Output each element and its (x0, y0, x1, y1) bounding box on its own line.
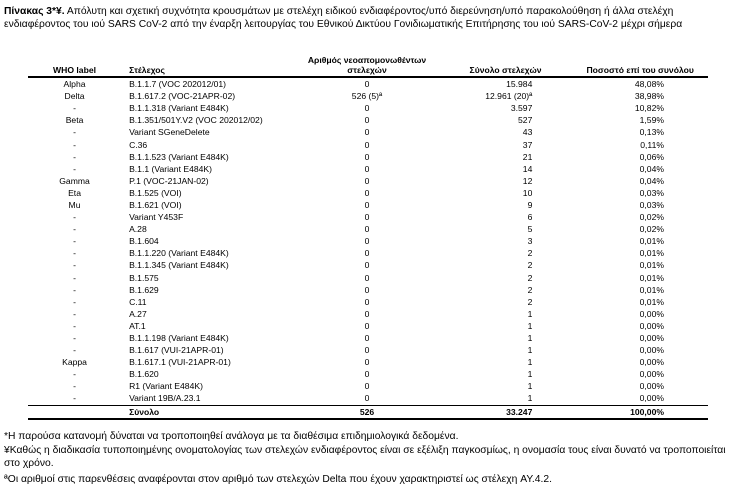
cell-strain: R1 (Variant E484K) (129, 381, 203, 392)
cell-imported: 0 (364, 272, 370, 283)
cell-percentage: 0,02% (639, 212, 664, 223)
caption-label: Πίνακας 3*¥. (4, 6, 65, 17)
caption-text: Απόλυτη και σχετική συχνότητα κρουσμάτων με στελέχη ειδικού ενδιαφέροντος/υπό διερεύνηση/υπό παρακολούθηση ή άλλα στελέχη ενδιαφέροντος του ιού SARS CoV-2 από την έναρξη λειτουργίας του Εθνικού Δικτύου Γονιδιωματικής Επιτήρησης του ιού SARS-CoV-2 μέχρι σήμερα (4, 6, 683, 30)
table-row (28, 199, 708, 211)
table-row (28, 380, 708, 392)
total-row (28, 405, 708, 419)
cell-percentage: 0,01% (639, 248, 664, 259)
cell-imported: 0 (364, 308, 370, 319)
header-who-label: WHO label (28, 55, 121, 77)
total-cell-strain: Σύνολο (121, 405, 295, 419)
cell-total: 9 (527, 199, 533, 210)
cell-total: 10 (522, 187, 533, 198)
table-row (28, 259, 708, 271)
cell-strain: B.1.617 (VUI-21APR-01) (129, 345, 224, 356)
cell-total: 1 (527, 357, 533, 368)
cell-imported: 0 (364, 163, 370, 174)
cell-strain: B.1.1.198 (Variant E484K) (129, 333, 229, 344)
cell-total: 1 (527, 345, 533, 356)
cell-strain: B.1.351/501Y.V2 (VOC 202012/02) (129, 115, 263, 126)
table-row (28, 211, 708, 223)
footnote-yen: ¥Καθώς η διαδικασία τυποποιημένης ονοματολογίας των στελεχών ενδιαφέροντος είναι σε εξέλιξη παγκοσμίως, η ονομασία τους είναι δυνατό να τροποποιείται στο χρόνο. (4, 444, 726, 469)
cell-percentage: 0,01% (639, 272, 664, 283)
cell-who-label: - (73, 212, 76, 223)
cell-total: 43 (522, 127, 533, 138)
table-row (28, 223, 708, 235)
table-row (28, 151, 708, 163)
footnote-asterisk: *Η παρούσα κατανομή δύναται να τροποποιηθεί ανάλογα με τα διαθέσιμα επιδημιολογικά δεδομένα. (4, 431, 459, 442)
cell-total: 5 (527, 224, 533, 235)
cell-who-label: - (73, 127, 76, 138)
table-row (28, 332, 708, 344)
cell-strain: B.1.620 (129, 369, 159, 380)
cell-imported: 0 (364, 381, 370, 392)
cell-total: 1 (527, 381, 533, 392)
cell-who-label: Alpha (63, 79, 86, 90)
cell-strain: B.1.1 (Variant E484K) (129, 163, 213, 174)
table-row (28, 90, 708, 102)
cell-percentage: 0,03% (639, 187, 664, 198)
cell-strain: B.1.604 (129, 236, 159, 247)
cell-imported: 0 (364, 224, 370, 235)
cell-strain: B.1.1.7 (VOC 202012/01) (129, 79, 227, 90)
cell-imported: 0 (364, 236, 370, 247)
cell-imported: 0 (364, 393, 370, 404)
cell-percentage: 10,82% (634, 103, 664, 114)
cell-total: 3 (527, 236, 533, 247)
cell-percentage: 0,03% (639, 199, 664, 210)
cell-who-label: - (73, 393, 76, 404)
cell-who-label: - (73, 320, 76, 331)
cell-strain: C.11 (129, 296, 147, 307)
table-row (28, 392, 708, 405)
cell-imported: 0 (364, 175, 370, 186)
cell-total: 21 (522, 151, 533, 162)
cell-who-label: - (73, 139, 76, 150)
cell-imported: 0 (364, 260, 370, 271)
cell-who-label: - (73, 260, 76, 271)
cell-imported: 0 (364, 103, 370, 114)
cell-who-label: - (73, 151, 76, 162)
cell-imported: 0 (364, 79, 370, 90)
cell-percentage: 0,00% (639, 333, 664, 344)
cell-imported: 0 (364, 187, 370, 198)
table-row (28, 102, 708, 114)
cell-strain: B.1.1.220 (Variant E484K) (129, 248, 229, 259)
cell-percentage: 0,11% (640, 139, 664, 150)
cell-total: 2 (527, 296, 533, 307)
cell-total: 1 (527, 308, 533, 319)
cell-percentage: 0,04% (639, 175, 664, 186)
cell-total: 1 (527, 369, 533, 380)
cell-percentage: 0,00% (639, 308, 664, 319)
cell-total: 14 (522, 163, 533, 174)
cell-strain: B.1.575 (129, 272, 159, 283)
cell-imported: 0 (364, 284, 370, 295)
cell-percentage: 0,00% (639, 320, 664, 331)
cell-who-label: Kappa (62, 357, 87, 368)
cell-strain: B.1.629 (129, 284, 159, 295)
cell-total: 2 (527, 260, 533, 271)
cell-who-label: - (73, 103, 76, 114)
table-row (28, 77, 708, 90)
cell-total: 12 (522, 175, 533, 186)
table-row (28, 284, 708, 296)
total-cell-percentage: 100,00% (572, 405, 708, 419)
cell-strain: AT.1 (129, 320, 146, 331)
total-cell-imported: 526 (295, 405, 438, 419)
cell-who-label: Gamma (59, 175, 90, 186)
cell-strain: B.1.621 (VOI) (129, 199, 182, 210)
table-row (28, 356, 708, 368)
table-row (28, 320, 708, 332)
table-row (28, 247, 708, 259)
cell-total: 15.984 (506, 79, 533, 90)
cell-imported: 526 (5)ª (351, 91, 383, 102)
footnotes (4, 430, 726, 486)
cell-who-label: Mu (68, 199, 81, 210)
cell-who-label: - (73, 248, 76, 259)
cell-who-label: - (73, 284, 76, 295)
header-imported: Αριθμός νεοαπομονωθέντων στελεχών (295, 55, 438, 77)
cell-total: 1 (527, 320, 533, 331)
table-body (28, 77, 708, 419)
cell-strain: P.1 (VOC-21JAN-02) (129, 175, 209, 186)
table-row (28, 114, 708, 126)
cell-strain: Variant 19B/A.23.1 (129, 393, 201, 404)
cell-percentage: 48,08% (634, 79, 664, 90)
table-row (28, 272, 708, 284)
cell-who-label: - (73, 236, 76, 247)
table-row (28, 368, 708, 380)
cell-percentage: 0,06% (639, 151, 664, 162)
cell-who-label: - (73, 333, 76, 344)
cell-percentage: 0,01% (639, 236, 664, 247)
footnote-a: ªΟι αριθμοί στις παρενθέσεις αναφέρονται στον αριθμό των στελεχών Delta που έχουν χαρακτηριστεί ως στέλεχη AY.4.2. (4, 473, 552, 485)
cell-who-label: Beta (65, 115, 84, 126)
cell-imported: 0 (364, 357, 370, 368)
table-row (28, 344, 708, 356)
cell-percentage: 0,00% (639, 393, 664, 404)
cell-strain: B.1.1.523 (Variant E484K) (129, 151, 229, 162)
cell-who-label: - (73, 272, 76, 283)
cell-total: 2 (527, 272, 533, 283)
header-percentage: Ποσοστό επί του συνόλου (572, 55, 708, 77)
cell-total: 1 (527, 333, 533, 344)
table-row (28, 126, 708, 138)
cell-imported: 0 (364, 199, 370, 210)
cell-total: 2 (527, 284, 533, 295)
cell-total: 1 (527, 393, 533, 404)
cell-percentage: 0,02% (639, 224, 664, 235)
cell-percentage: 0,13% (639, 127, 664, 138)
table-row (28, 296, 708, 308)
cell-who-label: Eta (68, 187, 81, 198)
table-caption (4, 5, 726, 31)
cell-strain: B.1.1.318 (Variant E484K) (129, 103, 229, 114)
cell-who-label: - (73, 296, 76, 307)
cell-imported: 0 (364, 115, 370, 126)
cell-percentage: 0,00% (639, 381, 664, 392)
cell-imported: 0 (364, 320, 370, 331)
cell-who-label: - (73, 381, 76, 392)
table-header-row (28, 55, 708, 77)
cell-who-label: - (73, 224, 76, 235)
header-total: Σύνολο στελεχών (439, 55, 573, 77)
cell-percentage: 38,98% (634, 91, 664, 102)
table-row (28, 138, 708, 150)
cell-who-label: - (73, 308, 76, 319)
cell-percentage: 0,04% (639, 163, 664, 174)
cell-percentage: 0,01% (639, 260, 664, 271)
cell-total: 527 (518, 115, 533, 126)
cell-imported: 0 (364, 296, 370, 307)
table-row (28, 187, 708, 199)
cell-strain: B.1.617.1 (VUI-21APR-01) (129, 357, 231, 368)
cell-strain: B.1.1.345 (Variant E484K) (129, 260, 229, 271)
cell-total: 2 (527, 248, 533, 259)
table-row (28, 163, 708, 175)
total-cell-total: 33.247 (439, 405, 573, 419)
cell-strain: B.1.525 (VOI) (129, 187, 182, 198)
cell-percentage: 0,01% (639, 284, 664, 295)
cell-imported: 0 (364, 127, 370, 138)
cell-who-label: - (73, 369, 76, 380)
table-row (28, 175, 708, 187)
cell-percentage: 0,01% (639, 296, 664, 307)
cell-imported: 0 (364, 345, 370, 356)
table-row (28, 308, 708, 320)
cell-strain: Variant Y453F (129, 212, 184, 223)
cell-imported: 0 (364, 212, 370, 223)
variants-table (28, 55, 708, 420)
cell-percentage: 0,00% (639, 345, 664, 356)
cell-who-label: Delta (64, 91, 85, 102)
cell-imported: 0 (364, 333, 370, 344)
cell-total: 37 (522, 139, 533, 150)
cell-who-label: - (73, 163, 76, 174)
header-strain: Στέλεχος (121, 55, 295, 77)
cell-total: 12.961 (20)ª (485, 91, 533, 102)
cell-strain: A.28 (129, 224, 147, 235)
cell-strain: C.36 (129, 139, 148, 150)
cell-imported: 0 (364, 151, 370, 162)
cell-total: 3.597 (510, 103, 533, 114)
table-row (28, 235, 708, 247)
cell-strain: Variant SGeneDelete (129, 127, 210, 138)
cell-imported: 0 (364, 139, 370, 150)
cell-percentage: 0,00% (639, 357, 664, 368)
cell-total: 6 (527, 212, 533, 223)
cell-strain: B.1.617.2 (VOC-21APR-02) (129, 91, 236, 102)
cell-who-label: - (73, 345, 76, 356)
cell-strain: A.27 (129, 308, 147, 319)
cell-imported: 0 (364, 248, 370, 259)
total-cell-who-label (28, 405, 121, 419)
cell-percentage: 1,59% (639, 115, 664, 126)
cell-percentage: 0,00% (639, 369, 664, 380)
cell-imported: 0 (364, 369, 370, 380)
